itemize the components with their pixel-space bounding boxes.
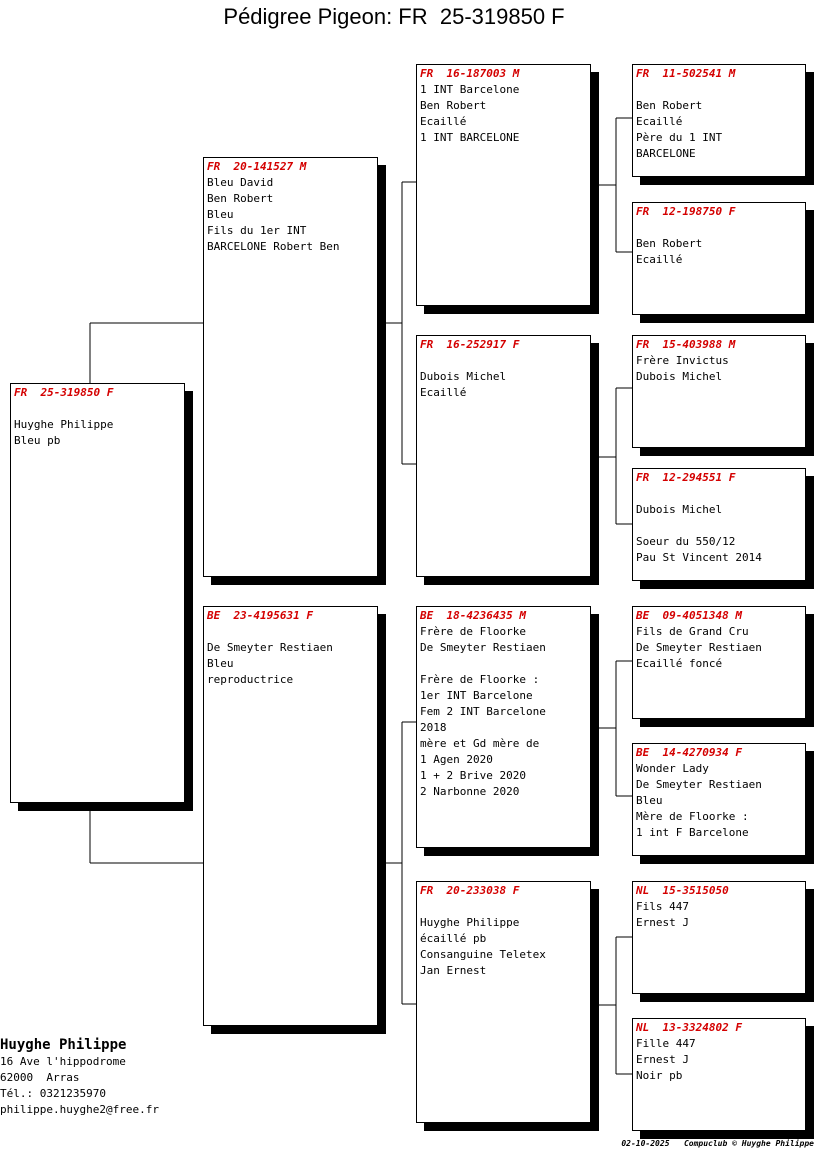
- pigeon-card-ds-sire[interactable]: [632, 606, 806, 719]
- pigeon-card-dam-sire[interactable]: [416, 606, 591, 848]
- pigeon-info-line: Ecaillé: [420, 386, 467, 399]
- pigeon-info-line: BARCELONE: [636, 147, 696, 160]
- pigeon-info-line: 1 Agen 2020: [420, 753, 493, 766]
- pigeon-info-line: Bleu pb: [14, 434, 61, 447]
- pigeon-info-line: Ecaillé: [420, 115, 467, 128]
- pigeon-info-line: Soeur du 550/12: [636, 535, 736, 548]
- pigeon-info-line: Ernest J: [636, 916, 689, 929]
- pigeon-info-line: Ernest J: [636, 1053, 689, 1066]
- pigeon-info-line: Bleu: [207, 657, 234, 670]
- pigeon-info-line: Jan Ernest: [420, 964, 487, 977]
- pigeon-info-line: 2 Narbonne 2020: [420, 785, 520, 798]
- ring-number: FR 20-233038 F: [420, 884, 520, 897]
- pigeon-info-line: Bleu David: [207, 176, 274, 189]
- pigeon-card-sd-sire[interactable]: [632, 335, 806, 448]
- pigeon-info-line: 1 INT Barcelone: [420, 83, 520, 96]
- pigeon-info-line: De Smeyter Restiaen: [207, 641, 333, 654]
- pigeon-card-sire-sire[interactable]: [416, 64, 591, 306]
- pigeon-info-line: Bleu: [207, 208, 234, 221]
- ring-number: FR 16-252917 F: [420, 338, 520, 351]
- pigeon-info-line: Ben Robert: [420, 99, 487, 112]
- owner-phone: Tél.: 0321235970: [0, 1087, 106, 1100]
- pigeon-info-line: [636, 518, 802, 534]
- pigeon-info-line: Mère de Floorke :: [636, 810, 749, 823]
- ring-number: BE 23-4195631 F: [207, 609, 313, 622]
- pigeon-info-line: Frère Invictus: [636, 354, 729, 367]
- ring-number: NL 15-3515050: [636, 884, 729, 897]
- owner-email[interactable]: philippe.huyghe2@free.fr: [0, 1103, 159, 1116]
- pigeon-card-dam-dam[interactable]: [416, 881, 591, 1123]
- pigeon-info-line: Frère de Floorke: [420, 625, 526, 638]
- pigeon-info-line: De Smeyter Restiaen: [636, 641, 762, 654]
- ring-number: NL 13-3324802 F: [636, 1021, 742, 1034]
- pigeon-info-line: De Smeyter Restiaen: [636, 778, 762, 791]
- ring-number: BE 09-4051348 M: [636, 609, 742, 622]
- pigeon-info-line: Dubois Michel: [636, 370, 723, 383]
- ring-number: BE 18-4236435 M: [420, 609, 526, 622]
- pigeon-info-line: [636, 82, 802, 98]
- pigeon-info-line: [207, 624, 374, 640]
- pigeon-info-line: Consanguine Teletex: [420, 948, 546, 961]
- pigeon-card-dd-dam[interactable]: [632, 1018, 806, 1131]
- pigeon-info-line: Dubois Michel: [420, 370, 507, 383]
- ring-number: BE 14-4270934 F: [636, 746, 742, 759]
- pigeon-info-line: Fils 447: [636, 900, 689, 913]
- pigeon-card-sd-dam[interactable]: [632, 468, 806, 581]
- ring-number: FR 15-403988 M: [636, 338, 736, 351]
- pigeon-card-sire[interactable]: [203, 157, 378, 577]
- pigeon-card-ds-dam[interactable]: [632, 743, 806, 856]
- owner-address: 16 Ave l'hippodrome: [0, 1055, 126, 1068]
- pigeon-info-line: reproductrice: [207, 673, 294, 686]
- ring-number: FR 11-502541 M: [636, 67, 736, 80]
- pigeon-info-line: Huyghe Philippe: [420, 916, 520, 929]
- pigeon-info-line: 1er INT Barcelone: [420, 689, 533, 702]
- pigeon-info-line: Fem 2 INT Barcelone: [420, 705, 546, 718]
- pigeon-card-subject[interactable]: [10, 383, 185, 803]
- pigeon-info-line: Ben Robert: [207, 192, 274, 205]
- pigeon-info-line: Ben Robert: [636, 237, 703, 250]
- pigeon-info-line: Dubois Michel: [636, 503, 723, 516]
- footer-credit: 02-10-2025 Compuclub © Huyghe Philippe: [621, 1139, 814, 1148]
- pigeon-info-line: [636, 220, 802, 236]
- pigeon-info-line: Ben Robert: [636, 99, 703, 112]
- pigeon-info-line: écaillé pb: [420, 932, 487, 945]
- ring-number: FR 12-294551 F: [636, 471, 736, 484]
- ring-number: FR 16-187003 M: [420, 67, 520, 80]
- page-title: Pédigree Pigeon: FR 25-319850 F: [223, 4, 565, 29]
- pigeon-info-line: Ecaillé: [636, 115, 683, 128]
- pigeon-info-line: Noir pb: [636, 1069, 683, 1082]
- pigeon-info-line: [420, 353, 587, 369]
- pigeon-info-line: [420, 899, 587, 915]
- ring-number: FR 12-198750 F: [636, 205, 736, 218]
- pigeon-card-sire-dam[interactable]: [416, 335, 591, 577]
- pigeon-info-line: 1 int F Barcelone: [636, 826, 749, 839]
- pigeon-card-dam[interactable]: [203, 606, 378, 1026]
- ring-number: FR 25-319850 F: [14, 386, 114, 399]
- owner-city: 62000 Arras: [0, 1071, 80, 1084]
- pigeon-info-line: [636, 486, 802, 502]
- pigeon-info-line: Frère de Floorke :: [420, 673, 540, 686]
- pigeon-card-dd-sire[interactable]: [632, 881, 806, 994]
- pigeon-info-line: Ecaillé foncé: [636, 657, 723, 670]
- pigeon-info-line: BARCELONE Robert Ben: [207, 240, 340, 253]
- pigeon-info-line: Père du 1 INT: [636, 131, 723, 144]
- ring-number: FR 20-141527 M: [207, 160, 307, 173]
- pigeon-info-line: Fils de Grand Cru: [636, 625, 749, 638]
- pigeon-info-line: 2018: [420, 721, 447, 734]
- owner-info: [0, 1036, 159, 1118]
- pigeon-info-line: [420, 656, 587, 672]
- pigeon-info-line: 1 INT BARCELONE: [420, 131, 520, 144]
- pigeon-info-line: mère et Gd mère de: [420, 737, 540, 750]
- owner-name: Huyghe Philippe: [0, 1037, 127, 1053]
- pigeon-info-line: 1 + 2 Brive 2020: [420, 769, 526, 782]
- pigeon-info-line: Bleu: [636, 794, 663, 807]
- pigeon-info-line: Fils du 1er INT: [207, 224, 307, 237]
- pigeon-info-line: De Smeyter Restiaen: [420, 641, 546, 654]
- pigeon-info-line: Wonder Lady: [636, 762, 709, 775]
- pigeon-info-line: Ecaillé: [636, 253, 683, 266]
- pigeon-info-line: [14, 401, 181, 417]
- pigeon-card-ss-dam[interactable]: [632, 202, 806, 315]
- pigeon-info-line: Huyghe Philippe: [14, 418, 114, 431]
- pigeon-info-line: Fille 447: [636, 1037, 696, 1050]
- pigeon-card-ss-sire[interactable]: [632, 64, 806, 177]
- pigeon-info-line: Pau St Vincent 2014: [636, 551, 762, 564]
